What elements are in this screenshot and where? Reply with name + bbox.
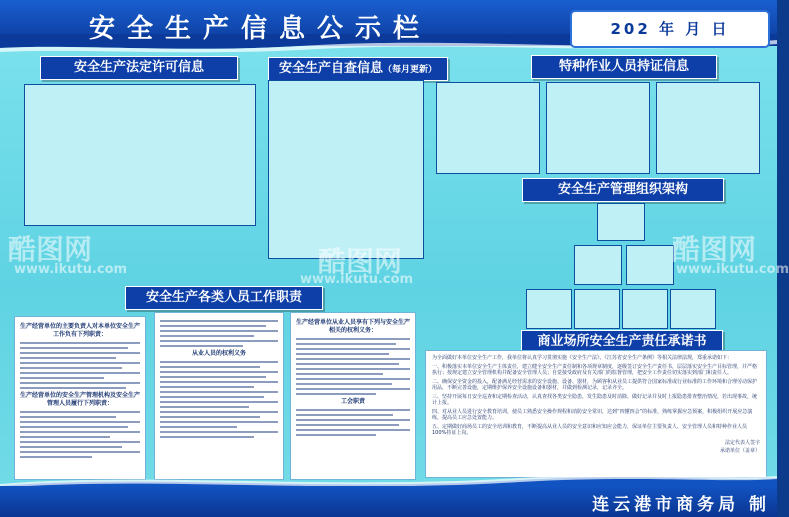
section-title-special-workers: 特种作业人员持证信息: [531, 55, 717, 79]
org-box: [622, 289, 668, 329]
duty-panel-2: [154, 312, 284, 480]
pledge-sign: 法定代表人签字: [724, 439, 760, 446]
watermark-brand: 酷图网: [8, 233, 93, 266]
duty-panel-3-heading-2: 工会职责: [340, 398, 365, 405]
duty-panel-2-heading: 从业人员的权利义务: [191, 350, 246, 357]
watermark-brand: 酷图网: [318, 245, 403, 278]
watermark-brand: 酷图网: [672, 233, 757, 266]
duty-panel-3-heading: 生产经营单位从业人员享有下列与安全生产相关的权利义务：: [296, 319, 411, 334]
duty-panel-3: [290, 312, 416, 480]
watermark-url: www.ikutu.com: [14, 262, 128, 277]
page-title: 安全生产信息公示栏: [88, 14, 431, 44]
date-text: 202 年 月 日: [610, 20, 730, 38]
worker-cert-slot: [436, 82, 540, 174]
pledge-intro: 为全面做好本单位安全生产工作，我单位将认真学习贯彻实施《安全生产法》、《江苏省安全生产条例》等相关法律法规，郑重承诺如下：: [432, 355, 733, 361]
duty-panel-1-heading: 生产经营单位的主要负责人对本单位安全生产工作负有下列职责：: [20, 323, 141, 338]
self-check-label: 安全生产自查信息: [278, 61, 383, 76]
self-check-note: （每月更新）: [383, 65, 438, 75]
section-title-duties: 安全生产各类人员工作职责: [125, 286, 323, 310]
pledge-item: 一、积极落实本单位安全生产主体责任，建立健全安全生产责任制和各项规章制度，逐级签订安全生产责任书，层层落实安全生产目标管理，并严格执行；按规定建立安全管理机构并配备安全管理人员；自觉接受政府及有关部门的监督管理，把安全工作责任切实落实到部门和责任人。: [432, 363, 758, 376]
section-title-permit: 安全生产法定许可信息: [40, 56, 238, 80]
section-title-org-chart: 安全生产管理组织架构: [522, 178, 724, 202]
watermark-url: www.ikutu.com: [676, 262, 789, 277]
worker-cert-slot: [656, 82, 760, 174]
pledge-item: 五、定期做好商场员工的安全培训和教育，不断提高从业人员的安全意识和应知应会能力，保证单位主要负责人、安全管理人员和特种作业人员100%持证上岗。: [432, 423, 748, 436]
date-box: [572, 12, 768, 46]
section-title-self-check: [268, 57, 448, 81]
org-box: [626, 245, 674, 285]
duty-panel-1-heading-2: 生产经营单位的安全生产管理机构及安全生产管理人员履行下列职责：: [20, 392, 141, 407]
pledge-item: 四、对从业人员进行安全教育培训，使员工熟悉安全操作规程和消防安全常识，达到“四懂四会”的标准，熟练掌握应急预案，积极组织开展应急演练，提高员工应急处置能力。: [432, 408, 753, 421]
footer-issuer: 连云港市商务局 制: [592, 495, 770, 515]
pledge-unit: 承诺单位（盖章）: [719, 448, 760, 454]
org-box: [574, 245, 622, 285]
org-box: [597, 203, 645, 241]
org-box: [574, 289, 620, 329]
pledge-panel: [425, 350, 767, 478]
pledge-item: 二、确保安全资金的投入，配备满足经营需求的安全设施、设备、器材，为顾客和从业员工提供符合国家标准或行业标准的工作环境和合理劳动保护用品，不断完善设施，定期维护保养安全设施设备和器材，并做到检测记录，记录齐全。: [432, 378, 758, 391]
permit-panel: [24, 84, 256, 226]
self-check-panel: [268, 80, 424, 259]
org-box: [526, 289, 572, 329]
duty-panel-1: [14, 316, 146, 480]
pledge-item: 三、坚持开展每日安全巡查和定期检查活动，认真查找各类安全隐患，发生隐患及时消除，做好记录并及时上报隐患排查整治情况，若出现事故，统计上报。: [432, 393, 758, 406]
worker-cert-slot: [546, 82, 650, 174]
section-title-pledge: 商业场所安全生产责任承诺书: [521, 330, 723, 354]
org-box: [670, 289, 716, 329]
watermark-url: www.ikutu.com: [300, 272, 414, 287]
